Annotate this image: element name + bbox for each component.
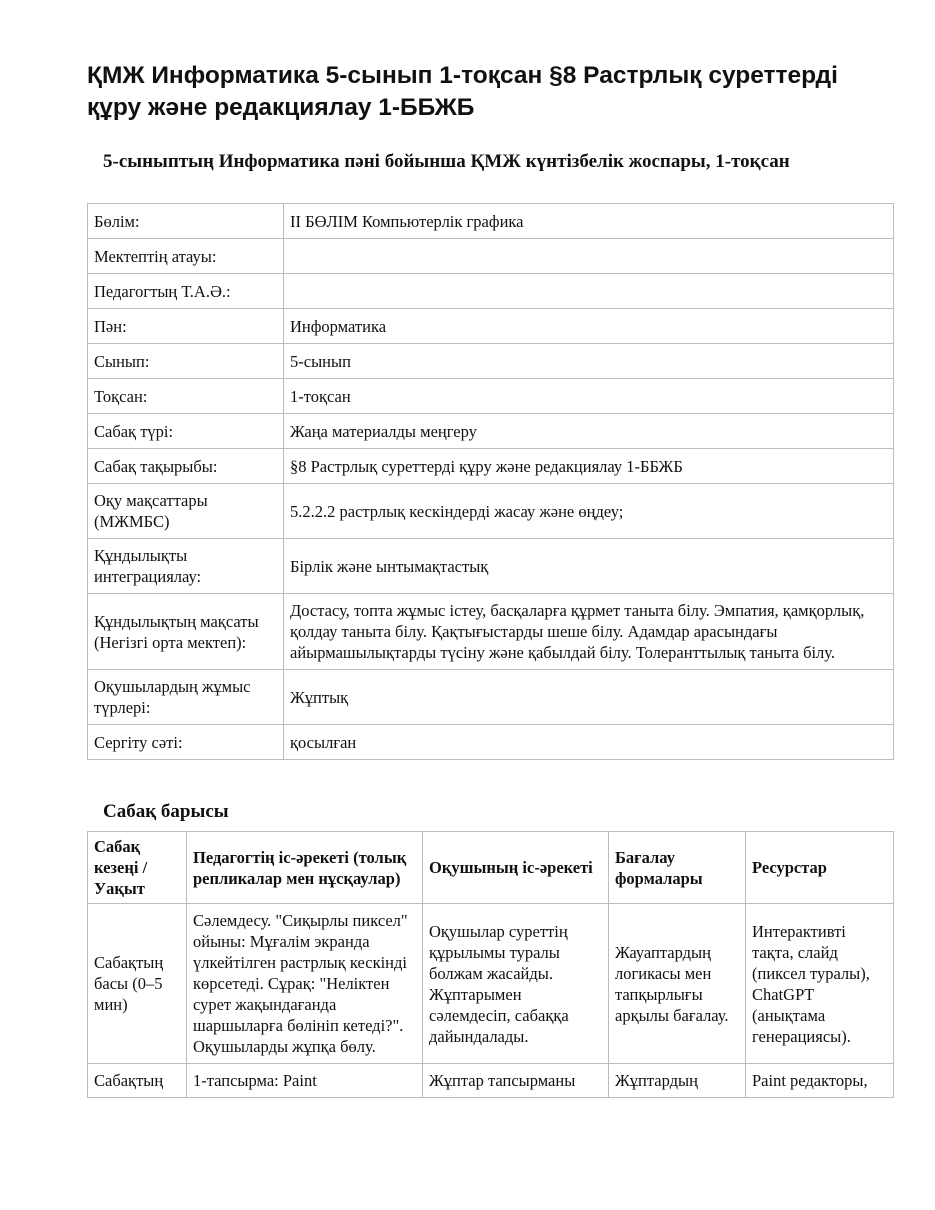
info-row-school: [88, 239, 894, 274]
info-value: Жұптық: [284, 670, 894, 725]
info-row-value-goal: [88, 594, 894, 670]
info-value: 5.2.2.2 растрлық кескіндерді жасау және өңдеу;: [284, 484, 894, 539]
info-label: Сабақ тақырыбы:: [88, 449, 284, 484]
info-row-subject: [88, 309, 894, 344]
cell-assessment: Жұптардың: [609, 1064, 746, 1098]
info-row-lesson-topic: [88, 449, 894, 484]
info-label: Сынып:: [88, 344, 284, 379]
info-label: Мектептің атауы:: [88, 239, 284, 274]
info-value: 1-тоқсан: [284, 379, 894, 414]
cell-assessment: Жауаптардың логикасы мен тапқырлығы арқылы бағалау.: [609, 904, 746, 1064]
info-row-grade: [88, 344, 894, 379]
info-label: Тоқсан:: [88, 379, 284, 414]
info-value: ІІ БӨЛІМ Компьютерлік графика: [284, 204, 894, 239]
info-label: Пән:: [88, 309, 284, 344]
info-value: 5-сынып: [284, 344, 894, 379]
header-assessment: Бағалау формалары: [609, 832, 746, 904]
info-value: [284, 239, 894, 274]
info-value: Информатика: [284, 309, 894, 344]
header-stage-time: Сабақ кезеңі / Уақыт: [88, 832, 187, 904]
info-label: Оқушылардың жұмыс түрлері:: [88, 670, 284, 725]
page-title: ҚМЖ Информатика 5-сынып 1-тоқсан §8 Растрлық суреттерді құру және редакциялау 1-ББЖБ: [87, 62, 838, 121]
table-row: [88, 904, 894, 1064]
lesson-flow-table: [87, 831, 894, 1098]
info-label: Педагогтың Т.А.Ә.:: [88, 274, 284, 309]
flow-header-row: [88, 832, 894, 904]
info-label: Сергіту сәті:: [88, 725, 284, 760]
info-value: §8 Растрлық суреттерді құру және редакциялау 1-ББЖБ: [284, 449, 894, 484]
info-row-value-integration: [88, 539, 894, 594]
info-row-learning-objectives: [88, 484, 894, 539]
cell-teacher-activity: 1-тапсырма: Paint: [187, 1064, 423, 1098]
info-row-work-forms: [88, 670, 894, 725]
lesson-flow-heading: Сабақ барысы: [103, 801, 229, 822]
info-value: Достасу, топта жұмыс істеу, басқаларға құрмет таныта білу. Эмпатия, қамқорлық, қолдау таныта білу. Қақтығыстарды шеше білу. Адамдар арасындағы айырмашылықтарды түсіну және қабылдай білу. Толеранттылық таныта білу.: [284, 594, 894, 670]
info-label: Оқу мақсаттары (МЖМБС): [88, 484, 284, 539]
info-row-teacher: [88, 274, 894, 309]
cell-resources: Интерактивті тақта, слайд (пиксел туралы), ChatGPT (анықтама генерациясы).: [746, 904, 894, 1064]
info-row-section: [88, 204, 894, 239]
header-teacher-activity: Педагогтің іс-әрекеті (толық репликалар мен нұсқаулар): [187, 832, 423, 904]
cell-resources: Paint редакторы,: [746, 1064, 894, 1098]
info-value: Жаңа материалды меңгеру: [284, 414, 894, 449]
header-student-activity: Оқушының іс-әрекеті: [423, 832, 609, 904]
cell-student-activity: Оқушылар суреттің құрылымы туралы болжам жасайды. Жұптарымен сәлемдесіп, сабаққа дайындалады.: [423, 904, 609, 1064]
cell-stage-time: Сабақтың басы (0–5 мин): [88, 904, 187, 1064]
plan-heading: 5-сыныптың Информатика пәні бойынша ҚМЖ күнтізбелік жоспары, 1-тоқсан: [103, 151, 790, 172]
info-row-warmup: [88, 725, 894, 760]
info-row-lesson-type: [88, 414, 894, 449]
info-label: Құндылықты интеграциялау:: [88, 539, 284, 594]
header-resources: Ресурстар: [746, 832, 894, 904]
cell-stage-time: Сабақтың: [88, 1064, 187, 1098]
info-row-quarter: [88, 379, 894, 414]
info-label: Бөлім:: [88, 204, 284, 239]
table-row: [88, 1064, 894, 1098]
info-label: Сабақ түрі:: [88, 414, 284, 449]
info-value: қосылған: [284, 725, 894, 760]
cell-student-activity: Жұптар тапсырманы: [423, 1064, 609, 1098]
info-value: [284, 274, 894, 309]
cell-teacher-activity: Сәлемдесу. "Сиқырлы пиксел" ойыны: Мұғалім экранда үлкейтілген растрлық кескінді көрсетеді. Сұрақ: "Неліктен сурет жақындағанда шаршыларға бөлініп кетеді?". Оқушыларды жұпқа бөлу.: [187, 904, 423, 1064]
info-label: Құндылықтың мақсаты (Негізгі орта мектеп):: [88, 594, 284, 670]
info-value: Бірлік және ынтымақтастық: [284, 539, 894, 594]
lesson-info-table: [87, 203, 894, 760]
